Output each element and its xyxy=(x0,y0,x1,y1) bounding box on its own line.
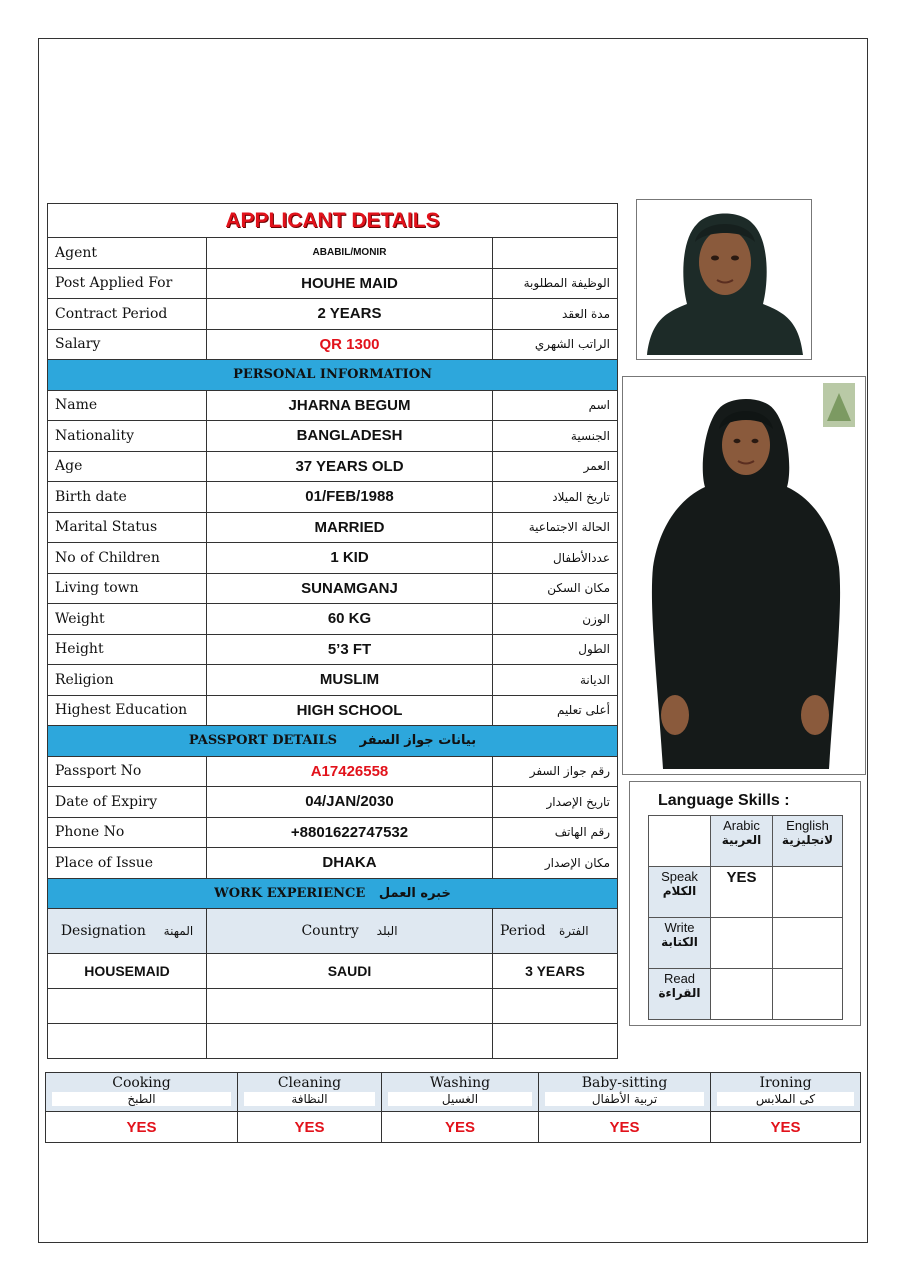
skill-cleaning-value: YES xyxy=(238,1112,382,1143)
expiry-arabic: تاريخ الإصدار xyxy=(493,787,618,818)
passport-no-label: Passport No xyxy=(48,756,207,787)
birth-date-label: Birth date xyxy=(48,482,207,513)
skill-washing-value: YES xyxy=(382,1112,539,1143)
salary-value: QR 1300 xyxy=(207,329,493,360)
skill-cleaning-ar: النظافة xyxy=(244,1092,375,1106)
living-town-value: SUNAMGANJ xyxy=(207,573,493,604)
period-col-ar: الفترة xyxy=(559,924,589,938)
agent-label: Agent xyxy=(48,238,207,269)
full-length-photo xyxy=(622,376,866,775)
row-birth-date xyxy=(48,482,618,513)
applicant-portrait-photo xyxy=(637,200,811,359)
name-arabic: اسم xyxy=(493,390,618,421)
skill-cooking-en: Cooking xyxy=(112,1075,171,1091)
weight-value: 60 KG xyxy=(207,604,493,635)
work-header-ar: خبره العمل xyxy=(378,885,451,901)
religion-label: Religion xyxy=(48,665,207,696)
row-contract xyxy=(48,299,618,330)
height-arabic: الطول xyxy=(493,634,618,665)
skills-table xyxy=(45,1072,861,1143)
english-col-ar: لانجليزية xyxy=(781,833,834,847)
applicant-full-body-photo xyxy=(623,377,865,774)
language-skills-table xyxy=(648,815,843,1020)
skill-babysitting-ar: تربية الأطفال xyxy=(545,1092,704,1106)
row-living-town xyxy=(48,573,618,604)
row-height xyxy=(48,634,618,665)
row-children xyxy=(48,543,618,574)
children-label: No of Children xyxy=(48,543,207,574)
place-of-issue-value: DHAKA xyxy=(207,848,493,879)
country-col-ar: البلد xyxy=(376,924,398,938)
religion-value: MUSLIM xyxy=(207,665,493,696)
skill-babysitting-en: Baby-sitting xyxy=(581,1075,668,1091)
row-religion xyxy=(48,665,618,696)
english-col-en: English xyxy=(786,818,829,833)
work-header-en: WORK EXPERIENCE xyxy=(214,885,366,901)
arabic-col-ar: العربية xyxy=(721,833,762,847)
weight-arabic: الوزن xyxy=(493,604,618,635)
contract-value: 2 YEARS xyxy=(207,299,493,330)
write-row-header xyxy=(649,918,711,969)
arabic-col-header xyxy=(711,816,773,867)
personal-info-header: PERSONAL INFORMATION xyxy=(48,360,618,391)
period-col xyxy=(493,909,618,954)
place-of-issue-arabic: مكان الإصدار xyxy=(493,848,618,879)
education-value: HIGH SCHOOL xyxy=(207,695,493,726)
phone-value: +8801622747532 xyxy=(207,817,493,848)
row-weight xyxy=(48,604,618,635)
skill-ironing-header xyxy=(711,1073,861,1112)
skill-ironing-en: Ironing xyxy=(759,1075,812,1091)
row-place-of-issue xyxy=(48,848,618,879)
age-arabic: العمر xyxy=(493,451,618,482)
row-education xyxy=(48,695,618,726)
period-col-en: Period xyxy=(500,923,546,939)
designation-col-en: Designation xyxy=(60,923,146,939)
skill-ironing-value: YES xyxy=(711,1112,861,1143)
marital-value: MARRIED xyxy=(207,512,493,543)
contract-arabic: مدة العقد xyxy=(493,299,618,330)
row-nationality xyxy=(48,421,618,452)
skill-washing-header xyxy=(382,1073,539,1112)
form-title: APPLICANT DETAILS xyxy=(48,204,618,238)
language-skills-box xyxy=(629,781,861,1026)
row-age xyxy=(48,451,618,482)
skill-cooking-ar: الطبخ xyxy=(52,1092,231,1106)
write-en: Write xyxy=(664,920,695,935)
living-town-arabic: مكان السكن xyxy=(493,573,618,604)
post-arabic: الوظيفة المطلوبة xyxy=(493,268,618,299)
work-period: 3 YEARS xyxy=(493,954,618,989)
agent-arabic xyxy=(493,238,618,269)
post-value: HOUHE MAID xyxy=(207,268,493,299)
row-marital xyxy=(48,512,618,543)
height-value: 5’3 FT xyxy=(207,634,493,665)
birth-date-arabic: تاريخ الميلاد xyxy=(493,482,618,513)
skill-cooking-header xyxy=(46,1073,238,1112)
country-col xyxy=(207,909,493,954)
passport-header-ar: بيانات جواز السفر xyxy=(359,733,477,749)
row-phone xyxy=(48,817,618,848)
passport-header-en: PASSPORT DETAILS xyxy=(188,733,338,749)
weight-label: Weight xyxy=(48,604,207,635)
arabic-col-en: Arabic xyxy=(723,818,760,833)
nationality-value: BANGLADESH xyxy=(207,421,493,452)
name-label: Name xyxy=(48,390,207,421)
speak-english-value xyxy=(773,867,843,918)
work-row-empty xyxy=(48,1024,618,1059)
education-arabic: أعلى تعليم xyxy=(493,695,618,726)
living-town-label: Living town xyxy=(48,573,207,604)
speak-en: Speak xyxy=(661,869,698,884)
passport-no-value: A17426558 xyxy=(207,756,493,787)
read-en: Read xyxy=(663,971,696,986)
skill-cooking-value: YES xyxy=(46,1112,238,1143)
row-post xyxy=(48,268,618,299)
birth-date-value: 01/FEB/1988 xyxy=(207,482,493,513)
children-arabic: عددالأطفال xyxy=(493,543,618,574)
skill-ironing-ar: كى الملابس xyxy=(717,1092,854,1106)
skill-cleaning-en: Cleaning xyxy=(277,1075,342,1091)
designation-col-ar: المهنة xyxy=(163,924,194,938)
education-label: Highest Education xyxy=(48,695,207,726)
salary-arabic: الراتب الشهري xyxy=(493,329,618,360)
phone-label: Phone No xyxy=(48,817,207,848)
religion-arabic: الديانة xyxy=(493,665,618,696)
lang-corner-cell xyxy=(649,816,711,867)
speak-arabic-value: YES xyxy=(711,867,773,918)
place-of-issue-label: Place of Issue xyxy=(48,848,207,879)
read-arabic-value xyxy=(711,969,773,1020)
read-row-header xyxy=(649,969,711,1020)
skill-washing-ar: الغسيل xyxy=(388,1092,532,1106)
read-ar: القراءة xyxy=(658,986,701,1000)
work-country: SAUDI xyxy=(207,954,493,989)
row-expiry xyxy=(48,787,618,818)
skill-washing-en: Washing xyxy=(429,1075,491,1091)
name-value: JHARNA BEGUM xyxy=(207,390,493,421)
nationality-label: Nationality xyxy=(48,421,207,452)
age-value: 37 YEARS OLD xyxy=(207,451,493,482)
work-columns-header xyxy=(48,909,618,954)
work-designation: HOUSEMAID xyxy=(48,954,207,989)
speak-row-header xyxy=(649,867,711,918)
age-label: Age xyxy=(48,451,207,482)
children-value: 1 KID xyxy=(207,543,493,574)
work-experience-header xyxy=(48,878,618,909)
marital-arabic: الحالة الاجتماعية xyxy=(493,512,618,543)
row-passport-no xyxy=(48,756,618,787)
write-ar: الكتابة xyxy=(661,935,698,949)
skill-babysitting-header xyxy=(539,1073,711,1112)
skill-babysitting-value: YES xyxy=(539,1112,711,1143)
row-salary xyxy=(48,329,618,360)
nationality-arabic: الجنسية xyxy=(493,421,618,452)
applicant-details-table xyxy=(47,203,618,1059)
language-skills-title: Language Skills : xyxy=(658,792,790,809)
write-arabic-value xyxy=(711,918,773,969)
salary-label: Salary xyxy=(48,329,207,360)
passport-photo xyxy=(636,199,812,360)
post-label: Post Applied For xyxy=(48,268,207,299)
work-row-empty xyxy=(48,989,618,1024)
speak-ar: الكلام xyxy=(662,884,697,898)
read-english-value xyxy=(773,969,843,1020)
row-name xyxy=(48,390,618,421)
contract-label: Contract Period xyxy=(48,299,207,330)
country-col-en: Country xyxy=(301,923,359,939)
row-agent xyxy=(48,238,618,269)
work-row xyxy=(48,954,618,989)
passport-details-header xyxy=(48,726,618,757)
expiry-value: 04/JAN/2030 xyxy=(207,787,493,818)
passport-no-arabic: رقم جواز السفر xyxy=(493,756,618,787)
english-col-header xyxy=(773,816,843,867)
expiry-label: Date of Expiry xyxy=(48,787,207,818)
skill-cleaning-header xyxy=(238,1073,382,1112)
agent-value: ABABIL/MONIR xyxy=(207,238,493,269)
phone-arabic: رقم الهاتف xyxy=(493,817,618,848)
designation-col xyxy=(48,909,207,954)
height-label: Height xyxy=(48,634,207,665)
write-english-value xyxy=(773,918,843,969)
marital-label: Marital Status xyxy=(48,512,207,543)
